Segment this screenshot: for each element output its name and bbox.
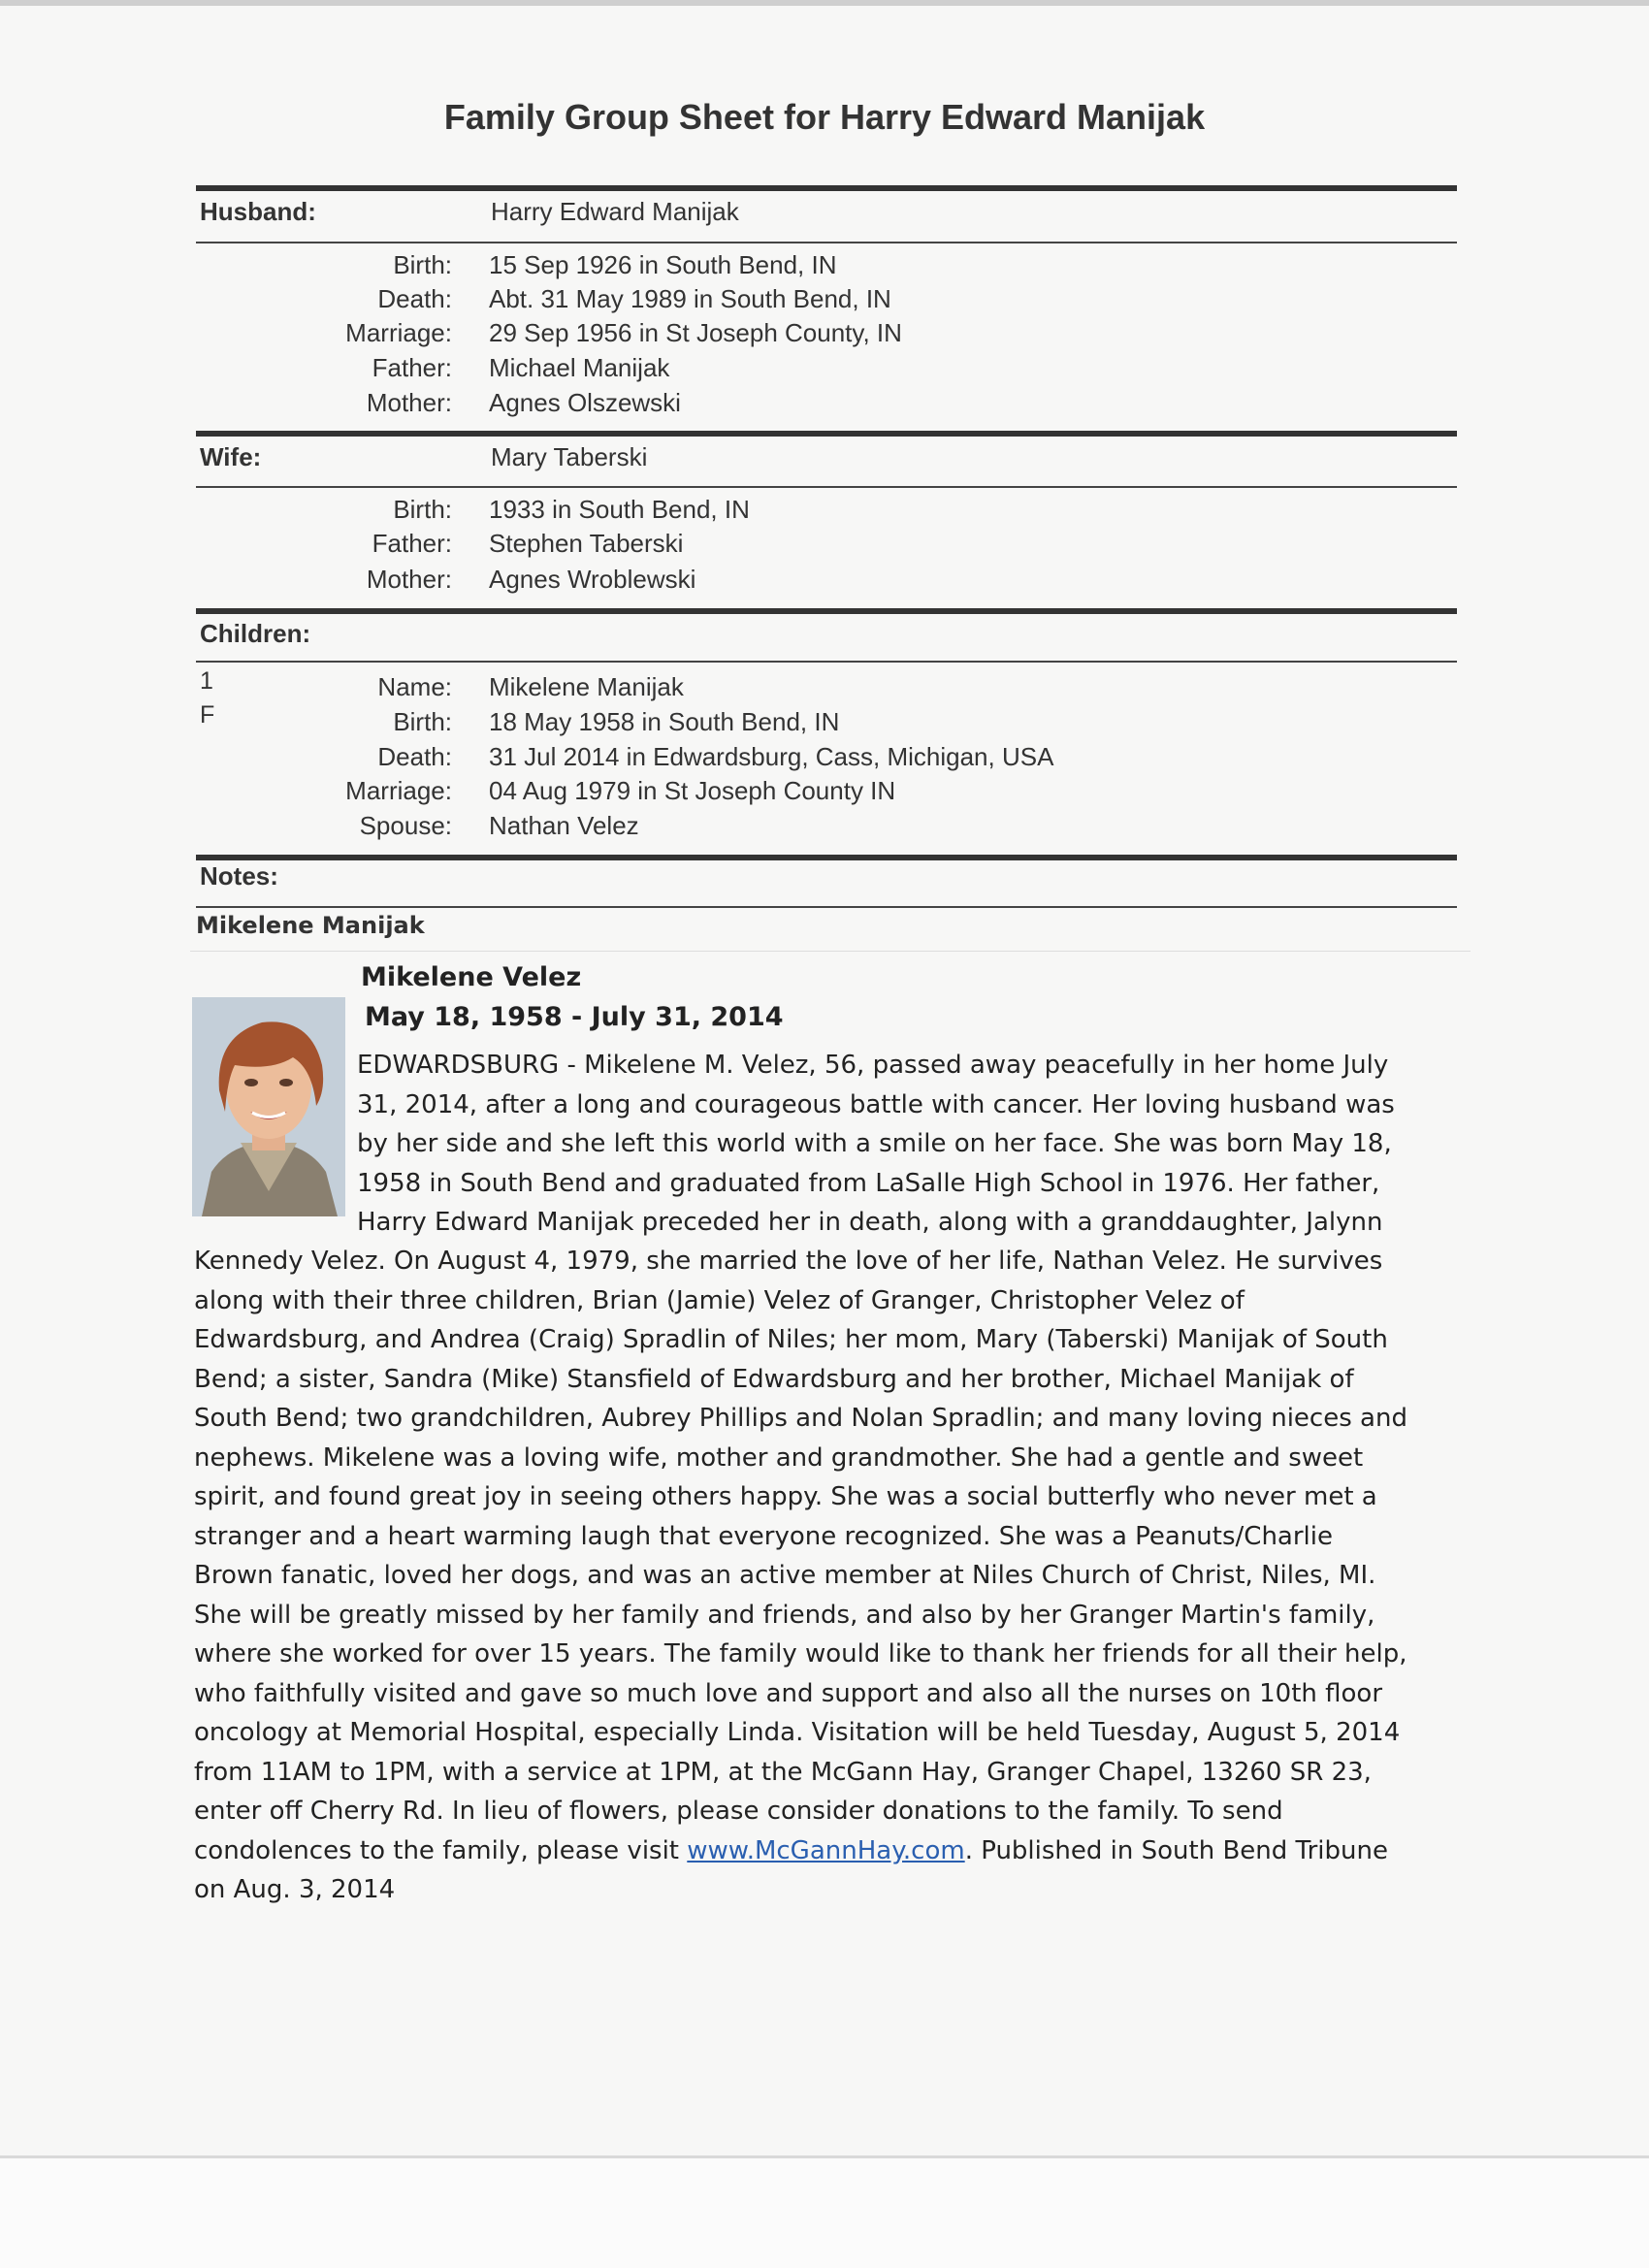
- notes-subject: Mikelene Manijak: [196, 912, 425, 939]
- obituary-line: South Bend; two grandchildren, Aubrey Phillips and Nolan Spradlin; and many loving nieces and: [194, 1404, 1407, 1433]
- obituary-text-full-width: [194, 1242, 1474, 1910]
- child-field-label: Birth:: [393, 707, 452, 736]
- obituary-line: nephews. Mikelene was a loving wife, mother and grandmother. She had a gentle and sweet: [194, 1442, 1364, 1473]
- obituary-line: from 11AM to 1PM, with a service at 1PM, at the McGann Hay, Granger Chapel, 13260 SR 23,: [194, 1757, 1372, 1787]
- obituary-line: Bend; a sister, Sandra (Mike) Stansfield of Edwardsburg and her brother, Michael Manijak of: [194, 1364, 1354, 1394]
- obituary-line: spirit, and found great joy in seeing others happy. She was a social butterfly who never met a: [194, 1482, 1377, 1511]
- husband-field-label: Birth:: [393, 250, 452, 279]
- husband-name: Harry Edward Manijak: [491, 197, 739, 226]
- wife-field-value: Stephen Taberski: [489, 529, 684, 558]
- portrait-image: [192, 997, 345, 1216]
- section-rule: [196, 431, 1457, 437]
- obituary-line: Brown fanatic, loved her dogs, and was an active member at Niles Church of Christ, Niles, MI.: [194, 1561, 1376, 1590]
- child-field-value: 04 Aug 1979 in St Joseph County IN: [489, 776, 896, 805]
- obituary-line: Harry Edward Manijak preceded her in death, along with a granddaughter, Jalynn: [357, 1208, 1383, 1237]
- obituary-line: along with their three children, Brian (Jamie) Velez of Granger, Christopher Velez of: [194, 1285, 1245, 1315]
- obituary-line: on Aug. 3, 2014: [194, 1875, 396, 1904]
- obituary-line: 1958 in South Bend and graduated from LaSalle High School in 1976. Her father,: [357, 1168, 1380, 1198]
- obituary-line: who faithfully visited and gave so much love and support and also all the nurses on 10th floor: [194, 1678, 1383, 1708]
- obituary-line: 31, 2014, after a long and courageous battle with cancer. Her loving husband was: [357, 1089, 1395, 1119]
- obituary-text-beside-photo: [357, 1046, 1468, 1243]
- obituary-line-fragment: . Published in South Bend Tribune: [964, 1835, 1388, 1865]
- wife-field-value: Agnes Wroblewski: [489, 565, 696, 594]
- husband-field-value: 29 Sep 1956 in St Joseph County, IN: [489, 318, 902, 347]
- clipping-edge: [190, 951, 1471, 952]
- section-subrule: [196, 661, 1457, 663]
- section-rule: [196, 855, 1457, 860]
- wife-field-label: Mother:: [366, 565, 452, 594]
- child-field-label: Spouse:: [359, 811, 452, 840]
- section-rule: [196, 185, 1457, 191]
- child-field-value: Nathan Velez: [489, 811, 639, 840]
- obituary-name: Mikelene Velez: [361, 962, 582, 992]
- section-rule: [196, 608, 1457, 614]
- husband-field-value: 15 Sep 1926 in South Bend, IN: [489, 250, 837, 279]
- scan-bottom-margin: [0, 2158, 1649, 2268]
- section-subrule: [196, 906, 1457, 908]
- obituary-line: oncology at Memorial Hospital, especially Linda. Visitation will be held Tuesday, August 5, 2014: [194, 1718, 1401, 1747]
- husband-label: Husband:: [200, 197, 316, 226]
- husband-field-value: Abt. 31 May 1989 in South Bend, IN: [489, 284, 891, 313]
- wife-field-label: Birth:: [393, 495, 452, 524]
- obituary-line: EDWARDSBURG - Mikelene M. Velez, 56, passed away peacefully in her home July: [357, 1051, 1389, 1080]
- child-sex: F: [200, 701, 215, 729]
- obituary-dates: May 18, 1958 - July 31, 2014: [365, 1002, 784, 1032]
- husband-field-label: Marriage:: [345, 318, 452, 347]
- husband-field-value: Agnes Olszewski: [489, 388, 681, 417]
- wife-field-value: 1933 in South Bend, IN: [489, 495, 750, 524]
- wife-label: Wife:: [200, 442, 262, 471]
- section-subrule: [196, 242, 1457, 243]
- child-field-value: 31 Jul 2014 in Edwardsburg, Cass, Michigan, USA: [489, 742, 1054, 771]
- child-field-label: Marriage:: [345, 776, 452, 805]
- wife-name: Mary Taberski: [491, 442, 648, 471]
- husband-field-value: Michael Manijak: [489, 353, 670, 382]
- child-field-value: Mikelene Manijak: [489, 672, 684, 701]
- obituary-line: Kennedy Velez. On August 4, 1979, she married the love of her life, Nathan Velez. He survives: [194, 1247, 1383, 1276]
- child-field-label: Name:: [377, 672, 452, 701]
- obituary-line: Edwardsburg, and Andrea (Craig) Spradlin of Niles; her mom, Mary (Taberski) Manijak of South: [194, 1325, 1388, 1354]
- section-subrule: [196, 486, 1457, 488]
- page-title: Family Group Sheet for Harry Edward Manijak: [443, 97, 1206, 137]
- child-field-value: 18 May 1958 in South Bend, IN: [489, 707, 840, 736]
- wife-field-label: Father:: [372, 529, 452, 558]
- obituary-line: stranger and a heart warming laugh that everyone recognized. She was a Peanuts/Charlie: [194, 1521, 1333, 1551]
- page-top-edge: [0, 0, 1649, 6]
- husband-field-label: Death:: [377, 284, 452, 313]
- husband-field-label: Mother:: [366, 388, 452, 417]
- obituary-line: where she worked for over 15 years. The family would like to thank her friends for all their help,: [194, 1639, 1407, 1669]
- children-label: Children:: [200, 619, 311, 648]
- child-number: 1: [200, 667, 213, 695]
- funeral-home-link[interactable]: www.McGannHay.com: [687, 1835, 965, 1865]
- obituary-line: by her side and she left this world with a smile on her face. She was born May 18,: [357, 1129, 1392, 1158]
- portrait-photo: [192, 997, 345, 1216]
- obituary-line: enter off Cherry Rd. In lieu of flowers, please consider donations to the family. To send: [194, 1797, 1283, 1826]
- notes-label: Notes:: [200, 861, 278, 891]
- obituary-link-line: [194, 1831, 1474, 1871]
- obituary-line-fragment: condolences to the family, please visit: [194, 1835, 688, 1865]
- husband-field-label: Father:: [372, 353, 452, 382]
- obituary-line: She will be greatly missed by her family and friends, and also by her Granger Martin's family,: [194, 1600, 1375, 1630]
- child-field-label: Death:: [377, 742, 452, 771]
